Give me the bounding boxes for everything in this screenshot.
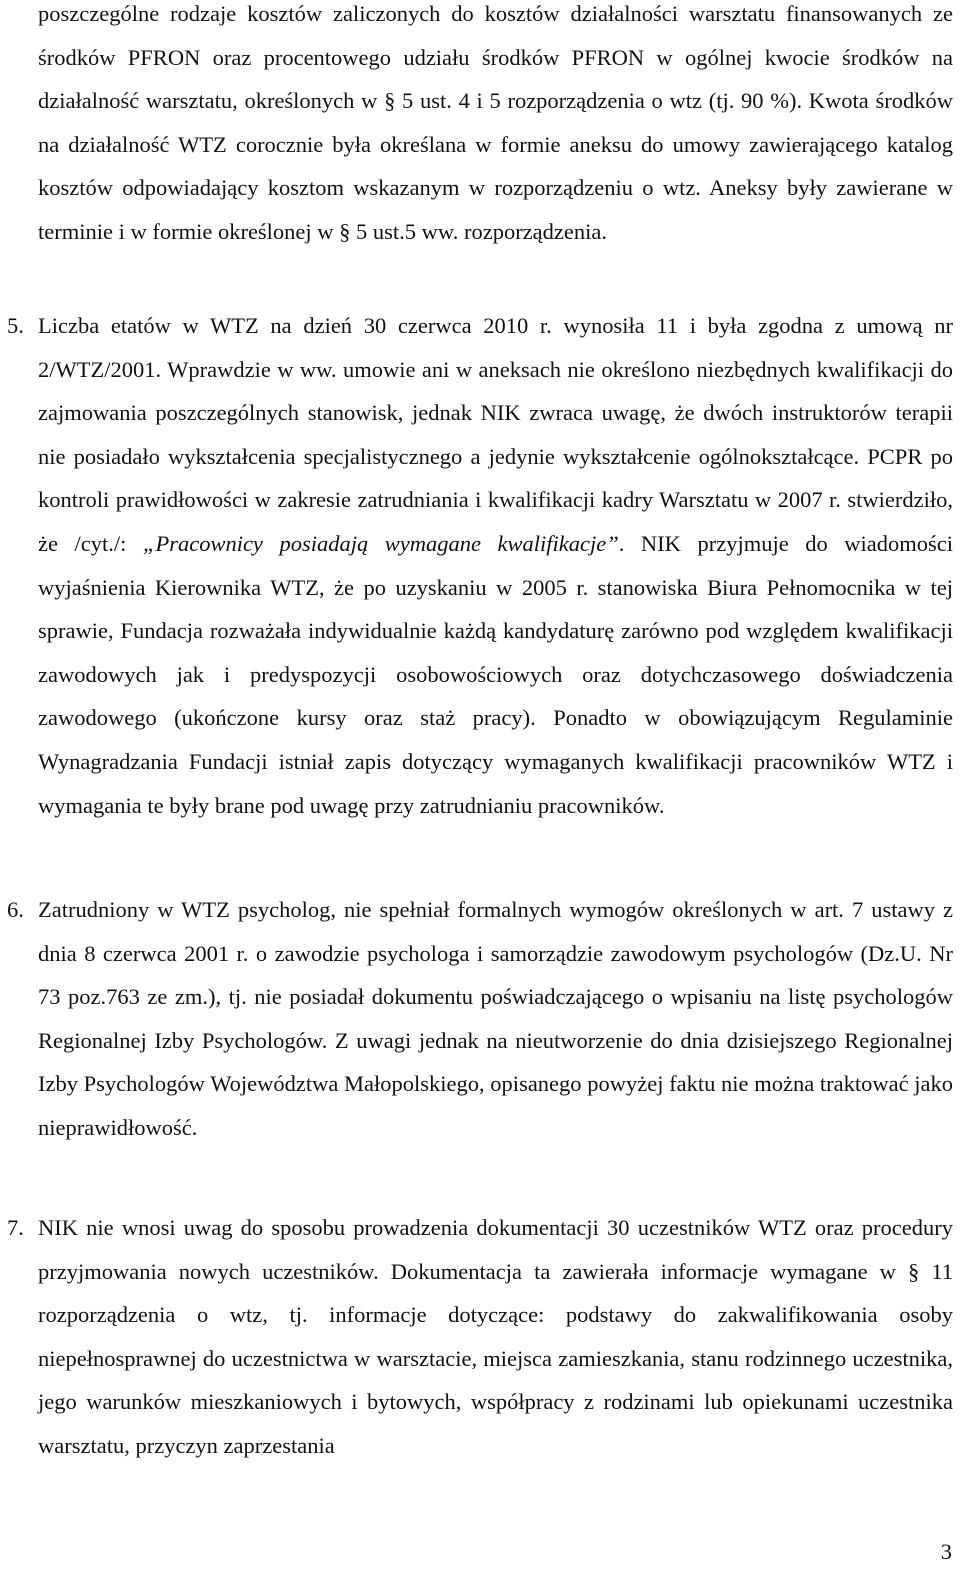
page-number: 3 <box>940 1539 952 1564</box>
paragraph-5-text-after: . NIK przyjmuje do wiadomości wyjaśnienia Kierownika WTZ, że po uzyskaniu w 2005 r. stanowiska Biura Pełnomocnika w tej sprawie, Fundacja rozważała indywidualnie każdą kandydaturę zarówno pod względem kwalifikacji zawodowych jak i predyspozycji osobowościowych oraz dotychczasowego doświadczenia zawodowego (ukończone kursy oraz staż pracy). Ponadto w obowiązującym Regulaminie Wynagradzania Fundacji istniał zapis dotyczący wymaganych kwalifikacji pracowników WTZ i wymagania te były brane pod uwagę przy zatrudnianiu pracowników. <box>38 530 953 818</box>
paragraph-6-number: 6. <box>7 897 24 922</box>
paragraph-6 <box>7 888 953 1150</box>
paragraph-5-number: 5. <box>7 313 24 338</box>
paragraph-7 <box>7 1206 953 1468</box>
paragraph-6-text: Zatrudniony w WTZ psycholog, nie spełniał formalnych wymogów określonych w art. 7 ustawy z dnia 8 czerwca 2001 r. o zawodzie psychologa i samorządzie zawodowym psychologów (Dz.U. Nr 73 poz.763 ze zm.), tj. nie posiadał dokumentu poświadczającego o wpisaniu na listę psychologów Regionalnej Izby Psychologów. Z uwagi jednak na nieutworzenie do dnia dzisiejszego Regionalnej Izby Psychologów Województwa Małopolskiego, opisanego powyżej faktu nie można traktować jako nieprawidłowość. <box>38 897 953 1140</box>
paragraph-5 <box>7 304 953 827</box>
paragraph-intro: poszczególne rodzaje kosztów zaliczonych do kosztów działalności warsztatu finansowanych ze środków PFRON oraz procentowego udziału środków PFRON w ogólnej kwocie środków na działalność warsztatu, określonych w § 5 ust. 4 i 5 rozporządzenia o wtz (tj. 90 %). Kwota środków na działalność WTZ corocznie była określana w formie aneksu do umowy zawierającego katalog kosztów odpowiadający kosztom wskazanym w rozporządzeniu o wtz. Aneksy były zawierane w terminie i w formie określonej w § 5 ust.5 ww. rozporządzenia. <box>38 1 953 244</box>
paragraph-7-number: 7. <box>7 1215 24 1240</box>
paragraph-5-quote: „Pracownicy posiadają wymagane kwalifikacje” <box>142 530 619 556</box>
paragraph-7-text: NIK nie wnosi uwag do sposobu prowadzenia dokumentacji 30 uczestników WTZ oraz procedury przyjmowania nowych uczestników. Dokumentacja ta zawierała informacje wymagane w § 11 rozporządzenia o wtz, tj. informacje dotyczące: podstawy do zakwalifikowania osoby niepełnosprawnej do uczestnictwa w warsztacie, miejsca zamieszkania, stanu rodzinnego uczestnika, jego warunków mieszkaniowych i bytowych, współpracy z rodzinami lub opiekunami uczestnika warsztatu, przyczyn zaprzestania <box>38 1215 953 1458</box>
paragraph-5-text-before: Liczba etatów w WTZ na dzień 30 czerwca 2010 r. wynosiła 11 i była zgodna z umową nr 2/WTZ/2001. Wprawdzie w ww. umowie ani w aneksach nie określono niezbędnych kwalifikacji do zajmowania poszczególnych stanowisk, jednak NIK zwraca uwagę, że dwóch instruktorów terapii nie posiadało wykształcenia specjalistycznego a jedynie wykształcenie ogólnokształcące. PCPR po kontroli prawidłowości w zakresie zatrudniania i kwalifikacji kadry Warsztatu w 2007 r. stwierdziło, że /cyt./: <box>38 313 953 556</box>
